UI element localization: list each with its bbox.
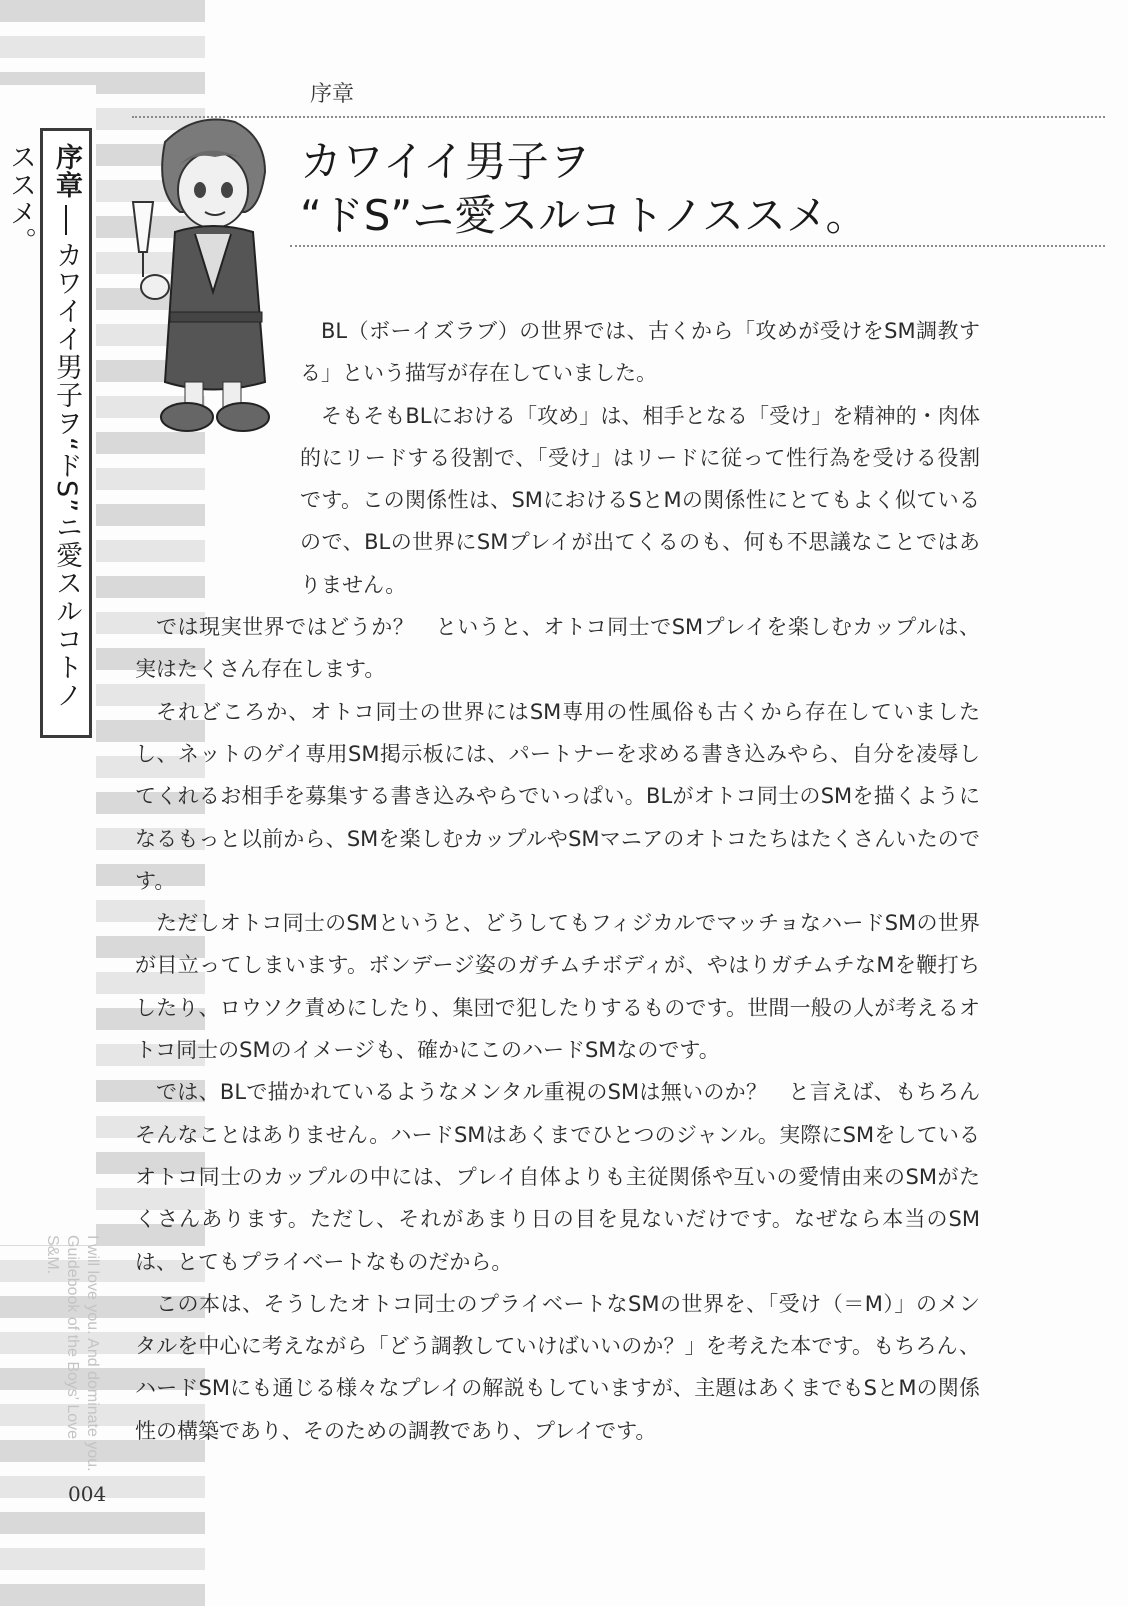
title-line-1: カワイイ男子ヲ [300, 137, 591, 186]
paragraph-4: それどころか、オトコ同士の世界にはSM専用の性風俗も古くから存在していましたし、ネットのゲイ専用SM掲示板には、パートナーを求める書き込みやら、自分を凌辱してくれるお相手を募集する書き込みやらでいっぱい。BLがオトコ同士のSMを描くようになるもっと以前から、SMを楽しむカップルやSMマニアのオトコたちはたくさんいたのです。 [135, 699, 980, 893]
body-text [135, 310, 980, 1452]
stripe-bar [0, 1512, 205, 1534]
stripe-bar [0, 0, 205, 22]
page-title [300, 135, 867, 243]
paragraph-2: そもそもBLにおける「攻め」は、相手となる「受け」を精神的・肉体的にリードする役割で、「受け」はリードに従って性行為を受ける役割です。この関係性は、SMにおけるSとMの関係性にとてもよく似ているので、BLの世界にSMプレイが出てくるのも、何も不思議なことではありません。 [300, 403, 980, 597]
paragraph-6: では、BLで描かれているようなメンタル重視のSMは無いのか？ と言えば、もちろんそんなことはありません。ハードSMはあくまでひとつのジャンル。実際にSMをしているオトコ同士のカップルの中には、プレイ自体よりも主従関係や互いの愛情由来のSMがたくさんあります。ただし、それがあまり日の目を見ないだけです。なぜなら本当のSMは、とてもプライベートなものだから。 [135, 1080, 980, 1274]
paragraph-3: では現実世界ではどうか？ というと、オトコ同士でSMプレイを楽しむカップルは、実はたくさん存在します。 [135, 615, 980, 682]
chapter-label: 序章 [310, 82, 355, 107]
spine-title: カワイイ男子ヲ“ドS”ニ愛スルコトノススメ。 [5, 143, 82, 710]
spine-label: 序章 [51, 143, 82, 199]
side-subtitle-line2: Guidebook of the Boys' Love S&M. [44, 1235, 81, 1440]
paragraph-7: この本は、そうしたオトコ同士のプライベートなSMの世界を、「受け（＝M）」のメンタルを中心に考えながら「どう調教していけばいいのか？」を考えた本です。もちろん、ハードSMにも通じる様々なプレイの解説もしていますが、主題はあくまでもSとMの関係性の構築であり、そのための調教であり、プレイです。 [135, 1291, 980, 1443]
stripe-bar [0, 36, 205, 58]
side-subtitle [44, 1235, 102, 1475]
spine-separator [65, 205, 67, 235]
spine-tab [5, 128, 92, 738]
stripe-bar [0, 1548, 205, 1570]
spine-text [5, 143, 89, 735]
paragraph-5: ただしオトコ同士のSMというと、どうしてもフィジカルでマッチョなハードSMの世界が目立ってしまいます。ボンデージ姿のガチムチボディが、やはりガチムチなMを鞭打ちしたり、ロウソク責めにしたり、集団で犯したりするものです。世間一般の人が考えるオトコ同士のSMのイメージも、確かにこのハードSMなのです。 [135, 911, 980, 1063]
stripe-bar [0, 1584, 205, 1606]
title-line-2: “ドS”ニ愛スルコトノススメ。 [300, 191, 868, 240]
paragraph-1: BL（ボーイズラブ）の世界では、古くから「攻めが受けをSM調教する」という描写が存在していました。 [300, 319, 980, 386]
page-number: 004 [68, 1482, 107, 1506]
title-dotted-rule [290, 245, 1105, 247]
side-subtitle-line1: I will love you. And dominate you. [84, 1235, 101, 1472]
